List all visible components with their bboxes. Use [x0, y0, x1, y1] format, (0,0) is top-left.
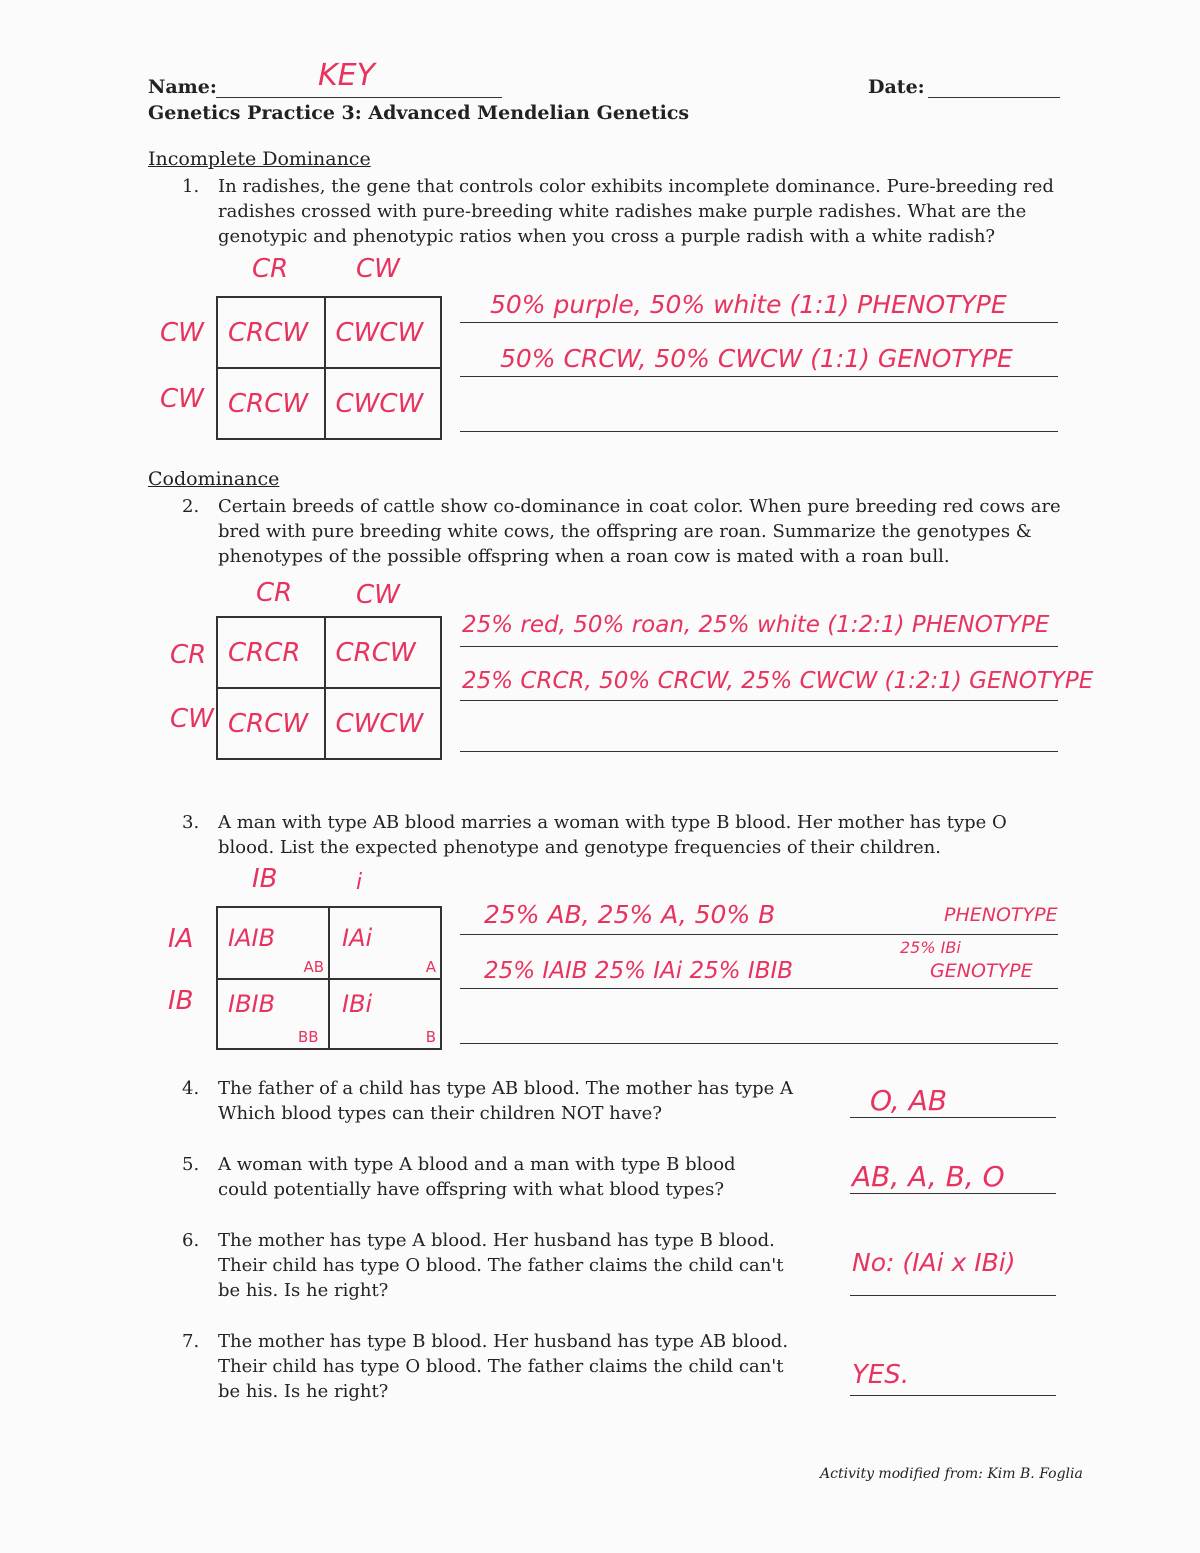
- q5-text: A woman with type A blood and a man with type B blood could potentially have offspring with what blood types?: [218, 1154, 736, 1200]
- q6-answer-line: [850, 1295, 1056, 1296]
- name-label: Name:: [148, 76, 217, 98]
- q7-text: The mother has type B blood. Her husband has type AB blood. Their child has type O blood. The father claims the child can't be his. Is he right?: [218, 1331, 789, 1402]
- q3-side-allele-1: IA: [168, 924, 194, 954]
- q2-text: Certain breeds of cattle show co-dominance in coat color. When pure breeding red cows are bred with pure breeding white cows, the offspring are roan. Summarize the genotypes & phenotypes of the possible offspring when a roan cow is mated with a roan bull.: [218, 496, 1061, 567]
- q3-answer-line-3: [460, 1043, 1058, 1044]
- name-underline: [216, 97, 502, 98]
- q2-side-allele-2: CW: [170, 704, 214, 734]
- q1-cell-r2c1: CRCW: [217, 368, 325, 439]
- name-value: KEY: [318, 58, 375, 93]
- q3-cell-r1c2: IAi A: [329, 907, 441, 979]
- q3-cell-r1c1: IAIB AB: [217, 907, 329, 979]
- q1-number: 1.: [182, 176, 200, 197]
- q2-number: 2.: [182, 496, 200, 517]
- q4-answer: O, AB: [870, 1084, 948, 1117]
- q1-side-allele-1: CW: [160, 318, 204, 348]
- q3-side-allele-2: IB: [168, 986, 194, 1016]
- q2-top-allele-1: CR: [256, 578, 293, 608]
- q3-text: A man with type AB blood marries a woman with type B blood. Her mother has type O blood. List the expected phenotype and genotype frequencies of their children.: [218, 812, 1007, 858]
- q1-answer-line-1: [460, 322, 1058, 323]
- q3-top-allele-2: i: [356, 870, 363, 895]
- q1-top-allele-2: CW: [356, 254, 400, 284]
- q2-punnett-square: [216, 616, 442, 760]
- q3-phenotype-label: PHENOTYPE: [944, 904, 1058, 926]
- q1-answer-genotype: 50% CRCW, 50% CWCW (1:1) GENOTYPE: [500, 344, 1013, 373]
- q1-punnett-square: [216, 296, 442, 440]
- q4-answer-line: [850, 1117, 1056, 1118]
- date-underline: [928, 97, 1060, 98]
- q3-answer-phenotype: 25% AB, 25% A, 50% B: [484, 900, 776, 929]
- q1-top-allele-1: CR: [252, 254, 289, 284]
- q1-text: In radishes, the gene that controls color exhibits incomplete dominance. Pure-breeding red radishes crossed with pure-breeding white radishes make purple radishes. What are the genotypic and phenotypic ratios when you cross a purple radish with a white radish?: [218, 176, 1054, 247]
- q1-side-allele-2: CW: [160, 384, 204, 414]
- q5-answer: AB, A, B, O: [852, 1160, 1005, 1193]
- q7-number: 7.: [182, 1331, 200, 1352]
- q3-cell-r2c1: IBIB BB: [217, 979, 329, 1049]
- q3-answer-line-2: [460, 988, 1058, 989]
- q5-number: 5.: [182, 1154, 200, 1175]
- q3-number: 3.: [182, 812, 200, 833]
- q7-answer: YES.: [852, 1360, 910, 1390]
- q3-punnett-square: [216, 906, 442, 1050]
- q2-answer-phenotype: 25% red, 50% roan, 25% white (1:2:1) PHENOTYPE: [462, 612, 1050, 638]
- q1-answer-phenotype: 50% purple, 50% white (1:1) PHENOTYPE: [490, 290, 1007, 319]
- q2-cell-r2c1: CRCW: [217, 688, 325, 759]
- q2-side-allele-1: CR: [170, 640, 207, 670]
- page-title: Genetics Practice 3: Advanced Mendelian Genetics: [148, 102, 690, 124]
- q2-top-allele-2: CW: [356, 580, 400, 610]
- q1-cell-r2c2: CWCW: [325, 368, 441, 439]
- section-incomplete-dominance: Incomplete Dominance: [148, 148, 371, 170]
- q2-answer-line-3: [460, 751, 1058, 752]
- q6-number: 6.: [182, 1230, 200, 1251]
- q6-answer: No: (IAi x IBi): [852, 1248, 1016, 1277]
- q2-cell-r1c1: CRCR: [217, 617, 325, 688]
- q2-answer-line-2: [460, 700, 1058, 701]
- q7-answer-line: [850, 1395, 1056, 1396]
- q3-answer-line-1: [460, 934, 1058, 935]
- q3-answer-genotype-extra: 25% IBi: [900, 938, 961, 957]
- q5-answer-line: [850, 1193, 1056, 1194]
- q2-cell-r1c2: CRCW: [325, 617, 441, 688]
- q3-answer-genotype: 25% IAIB 25% IAi 25% IBIB: [484, 958, 794, 984]
- q4-text: The father of a child has type AB blood. The mother has type A Which blood types can their children NOT have?: [218, 1078, 793, 1124]
- q1-cell-r1c1: CRCW: [217, 297, 325, 368]
- footer-credit: Activity modified from: Kim B. Foglia: [820, 1466, 1083, 1482]
- q1-answer-line-2: [460, 376, 1058, 377]
- q2-answer-line-1: [460, 646, 1058, 647]
- q1-cell-r1c2: CWCW: [325, 297, 441, 368]
- section-codominance: Codominance: [148, 468, 280, 490]
- q3-top-allele-1: IB: [252, 864, 278, 894]
- q1-answer-line-3: [460, 431, 1058, 432]
- q2-cell-r2c2: CWCW: [325, 688, 441, 759]
- q3-cell-r2c2: IBi B: [329, 979, 441, 1049]
- q4-number: 4.: [182, 1078, 200, 1099]
- q6-text: The mother has type A blood. Her husband has type B blood. Their child has type O blood. The father claims the child can't be his. Is he right?: [218, 1230, 784, 1301]
- q3-genotype-label: GENOTYPE: [930, 960, 1033, 982]
- q2-answer-genotype: 25% CRCR, 50% CRCW, 25% CWCW (1:2:1) GENOTYPE: [462, 668, 1094, 694]
- date-label: Date:: [868, 76, 925, 98]
